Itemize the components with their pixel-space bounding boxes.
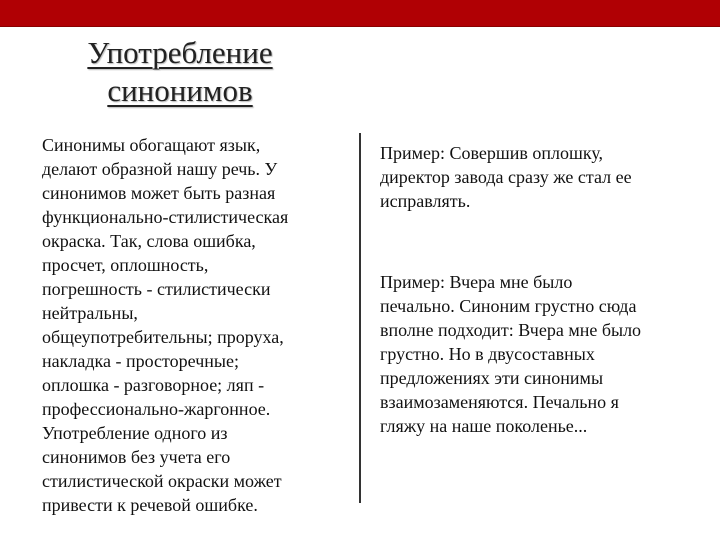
text-line: нейтральны,	[42, 303, 138, 323]
text-line: Пример: Вчера мне было	[380, 272, 573, 292]
text-line: привести к речевой ошибке.	[42, 495, 258, 515]
text-line: окраска. Так, слова ошибка,	[42, 231, 256, 251]
example-2	[380, 270, 700, 438]
text-line: просчет, оплошность,	[42, 255, 209, 275]
text-line: оплошка - разговорное; ляп -	[42, 375, 265, 395]
text-line: Употребление одного из	[42, 423, 228, 443]
text-line: вполне подходит: Вчера мне было	[380, 320, 642, 340]
text-line: делают образной нашу речь. У	[42, 159, 278, 179]
text-line: исправлять.	[380, 191, 471, 211]
text-line: синонимов без учета его	[42, 447, 231, 467]
text-line: стилистической окраски может	[42, 471, 282, 491]
text-line: директор завода сразу же стал ее	[380, 167, 632, 187]
text-line: грустно. Но в двусоставных	[380, 344, 595, 364]
text-line: накладка - просторечные;	[42, 351, 239, 371]
text-line: предложениях эти синонимы	[380, 368, 604, 388]
text-line: функционально-стилистическая	[42, 207, 289, 227]
text-line: погрешность - стилистически	[42, 279, 271, 299]
text-line: синонимов может быть разная	[42, 183, 276, 203]
top-accent-bar	[0, 0, 720, 27]
left-text-column	[42, 133, 352, 517]
text-line: профессионально-жаргонное.	[42, 399, 271, 419]
text-line: Синонимы обогащают язык,	[42, 135, 261, 155]
example-1	[380, 141, 700, 213]
text-line: взаимозаменяются. Печально я	[380, 392, 619, 412]
text-line: гляжу на наше поколенье...	[380, 416, 588, 436]
column-divider	[359, 133, 361, 503]
slide-title	[40, 34, 320, 110]
text-line: печально. Синоним грустно сюда	[380, 296, 637, 316]
text-line: общеупотребительны; проруха,	[42, 327, 284, 347]
text-line: Пример: Совершив оплошку,	[380, 143, 604, 163]
title-line: синонимов	[107, 73, 253, 108]
title-line: Употребление	[87, 35, 273, 70]
